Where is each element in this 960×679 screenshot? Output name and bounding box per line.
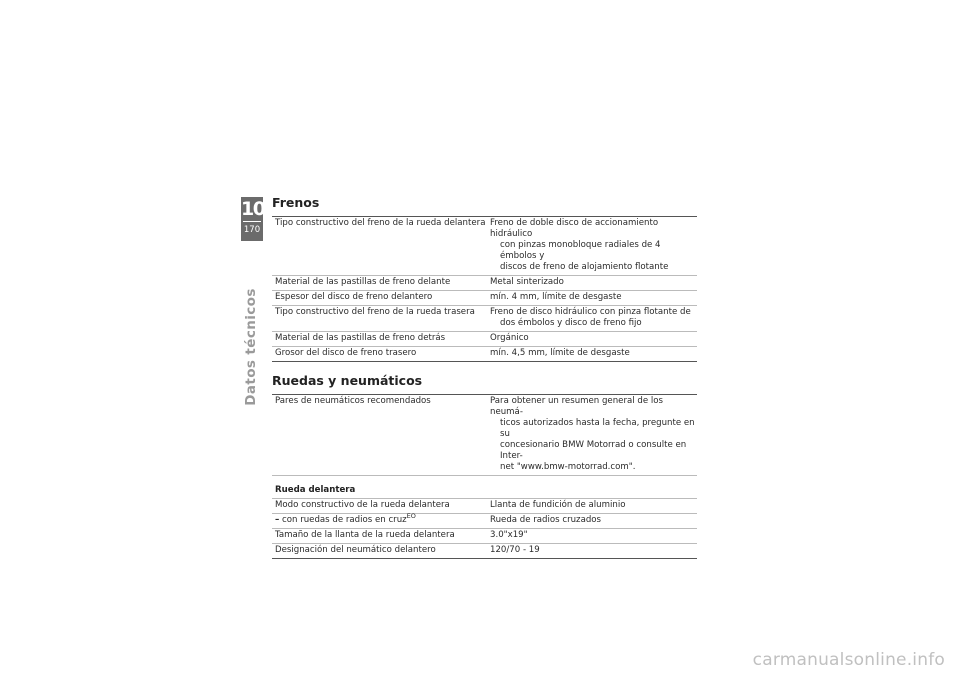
- front-wheel-subheading: Rueda delantera: [272, 484, 697, 499]
- tab-divider: [243, 221, 261, 222]
- spec-label-text: Modo constructivo de la rueda delantera: [275, 500, 450, 510]
- table-row: [272, 217, 697, 276]
- spec-value: [487, 291, 697, 306]
- wheels-heading: Ruedas y neumáticos: [272, 373, 423, 388]
- spec-label: [272, 529, 487, 544]
- spec-value-line: Para obtener un resumen general de los neumá-: [490, 396, 663, 417]
- option-superscript: EO: [406, 512, 416, 521]
- watermark-text: carmanualsonline.info: [752, 650, 945, 670]
- spec-value-line: Metal sinterizado: [490, 277, 564, 287]
- table-row: [272, 347, 697, 362]
- wheels-table: [272, 394, 697, 559]
- brakes-heading: Frenos: [272, 195, 320, 210]
- spec-value: Llanta de fundición de aluminio: [487, 499, 697, 514]
- spec-label: Espesor del disco de freno delantero: [272, 291, 487, 306]
- table-row: [272, 514, 697, 529]
- table-row: [272, 291, 697, 306]
- chapter-tab: [241, 197, 263, 241]
- dash-marker: –: [275, 515, 280, 525]
- table-row: [272, 395, 697, 476]
- chapter-number: 10: [241, 198, 265, 220]
- table-row: [272, 306, 697, 332]
- spec-value: 120/70 - 19: [487, 544, 697, 559]
- subheading-row: [272, 484, 697, 499]
- spec-value: 3.0"x19": [487, 529, 697, 544]
- spec-value: [487, 276, 697, 291]
- spec-value-line: concesionario BMW Motorrad o consulte en Inter-: [500, 440, 687, 461]
- spec-label: [272, 544, 487, 559]
- spec-label-text: con ruedas de radios en cruz: [282, 515, 407, 525]
- spec-value: Rueda de radios cruzados: [487, 514, 697, 529]
- spec-value: [487, 332, 697, 347]
- spec-label-text: Tamaño de la llanta de la rueda delantera: [275, 530, 455, 540]
- table-row: [272, 499, 697, 514]
- spec-label: Tipo constructivo del freno de la rueda delantera: [272, 217, 487, 276]
- table-row: [272, 544, 697, 559]
- page-number: 170: [243, 225, 261, 235]
- spec-value: [487, 347, 697, 362]
- spec-label: Tipo constructivo del freno de la rueda trasera: [272, 306, 487, 332]
- spec-value-line: discos de freno de alojamiento flotante: [500, 262, 669, 272]
- chapter-side-title: Datos técnicos: [243, 288, 259, 406]
- spacer-row: [272, 476, 697, 485]
- page-content: [272, 196, 697, 559]
- spec-value-line: dos émbolos y disco de freno fijo: [500, 318, 642, 328]
- spec-label-text: Designación del neumático delantero: [275, 545, 436, 555]
- spec-value-line: ticos autorizados hasta la fecha, pregunte en su: [500, 418, 695, 439]
- spec-value-line: con pinzas monobloque radiales de 4 émbolos y: [500, 240, 661, 261]
- spec-value-line: mín. 4 mm, límite de desgaste: [490, 292, 622, 302]
- spec-value-line: net "www.bmw-motorrad.com".: [500, 462, 636, 472]
- brakes-table: [272, 216, 697, 362]
- spec-label: Material de las pastillas de freno delante: [272, 276, 487, 291]
- spec-value-line: Freno de doble disco de accionamiento hidráulico: [490, 218, 659, 239]
- spec-label: Pares de neumáticos recomendados: [272, 395, 487, 476]
- spec-label: Material de las pastillas de freno detrás: [272, 332, 487, 347]
- table-row: [272, 529, 697, 544]
- table-row: [272, 276, 697, 291]
- spec-value-line: Freno de disco hidráulico con pinza flotante de: [490, 307, 691, 317]
- spec-value-line: mín. 4,5 mm, límite de desgaste: [490, 348, 630, 358]
- spec-value-line: Orgánico: [490, 333, 529, 343]
- spec-label: [272, 499, 487, 514]
- spec-label: [272, 514, 487, 529]
- spec-value: [487, 395, 697, 476]
- spec-label: Grosor del disco de freno trasero: [272, 347, 487, 362]
- spec-value: [487, 306, 697, 332]
- table-row: [272, 332, 697, 347]
- spec-value: [487, 217, 697, 276]
